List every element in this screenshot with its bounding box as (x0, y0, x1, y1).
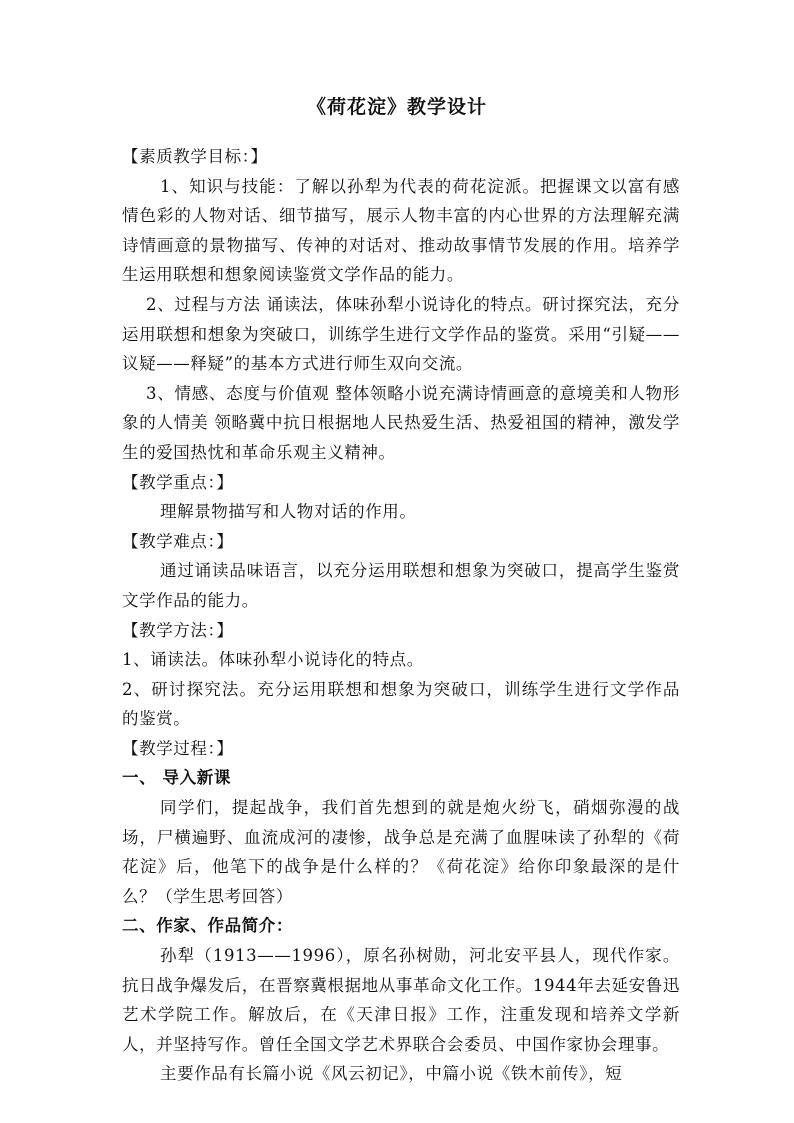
key-points-heading: 【教学重点：】 (122, 472, 234, 492)
goal-item-knowledge: 1、知识与技能：了解以孙犁为代表的荷花淀派。把握课文以富有感情色彩的人物对话、细节描写，展示人物丰富的内心世界的方法理解充满诗情画意的景物描写、传神的对话对、推动故事情节发展的作用。培养学生运用联想和想象阅读鉴赏文学作品的能力。 (122, 176, 680, 285)
goal-item-process: 2、过程与方法 诵读法，体味孙犁小说诗化的特点。研讨探究法，充分运用联想和想象为突破口，训练学生进行文学作品的鉴赏。采用“引疑——议疑——释疑”的基本方式进行师生双向交流。 (122, 294, 680, 374)
section1-heading: 一、 导入新课 (122, 768, 231, 788)
difficulties-heading: 【教学难点：】 (122, 531, 234, 551)
section1-text: 同学们，提起战争，我们首先想到的就是炮火纷飞，硝烟弥漫的战场，尸横遍野、血流成河的凄惨，战争总是充满了血腥味读了孙犁的《荷花淀》后，他笔下的战争是什么样的？《荷花淀》给你印象最深的是什么？（学生思考回答） (122, 798, 680, 906)
document-body (122, 142, 680, 1089)
difficulties-text: 通过诵读品味语言，以充分运用联想和想象为突破口，提高学生鉴赏文学作品的能力。 (122, 561, 680, 610)
document-title: 《荷花淀》教学设计 (306, 96, 487, 118)
section2-works: 主要作品有长篇小说《风云初记》，中篇小说《铁木前传》，短 (160, 1064, 623, 1084)
methods-heading: 【教学方法：】 (122, 620, 234, 640)
goals-heading: 【素质教学目标：】 (122, 147, 268, 166)
key-points-text: 理解景物描写和人物对话的作用。 (160, 502, 417, 522)
method-item-reading: 1、诵读法。体味孙犁小说诗化的特点。 (122, 650, 424, 670)
method-item-inquiry: 2、研讨探究法。充分运用联想和想象为突破口，训练学生进行文学作品的鉴赏。 (122, 679, 680, 729)
section2-heading: 二、作家、作品简介： (122, 916, 293, 936)
process-heading: 【教学过程：】 (122, 738, 234, 758)
goal-item-emotion: 3、情感、态度与价值观 整体领略小说充满诗情画意的意境美和人物形象的人情美 领略冀中抗日根据地人民热爱生活、热爱祖国的精神，激发学生的爱国热忱和革命乐观主义精神。 (122, 383, 680, 462)
section2-author-bio: 孙犁（1913——1996），原名孙树勋，河北安平县人，现代作家。抗日战争爆发后，在晋察冀根据地从事革命文化工作。1944年去延安鲁迅艺术学院工作。解放后，在《天津日报》工作，注重发现和培养文学新人，并坚持写作。曾任全国文学艺术界联合会委员、中国作家协会理事。 (122, 946, 680, 1054)
